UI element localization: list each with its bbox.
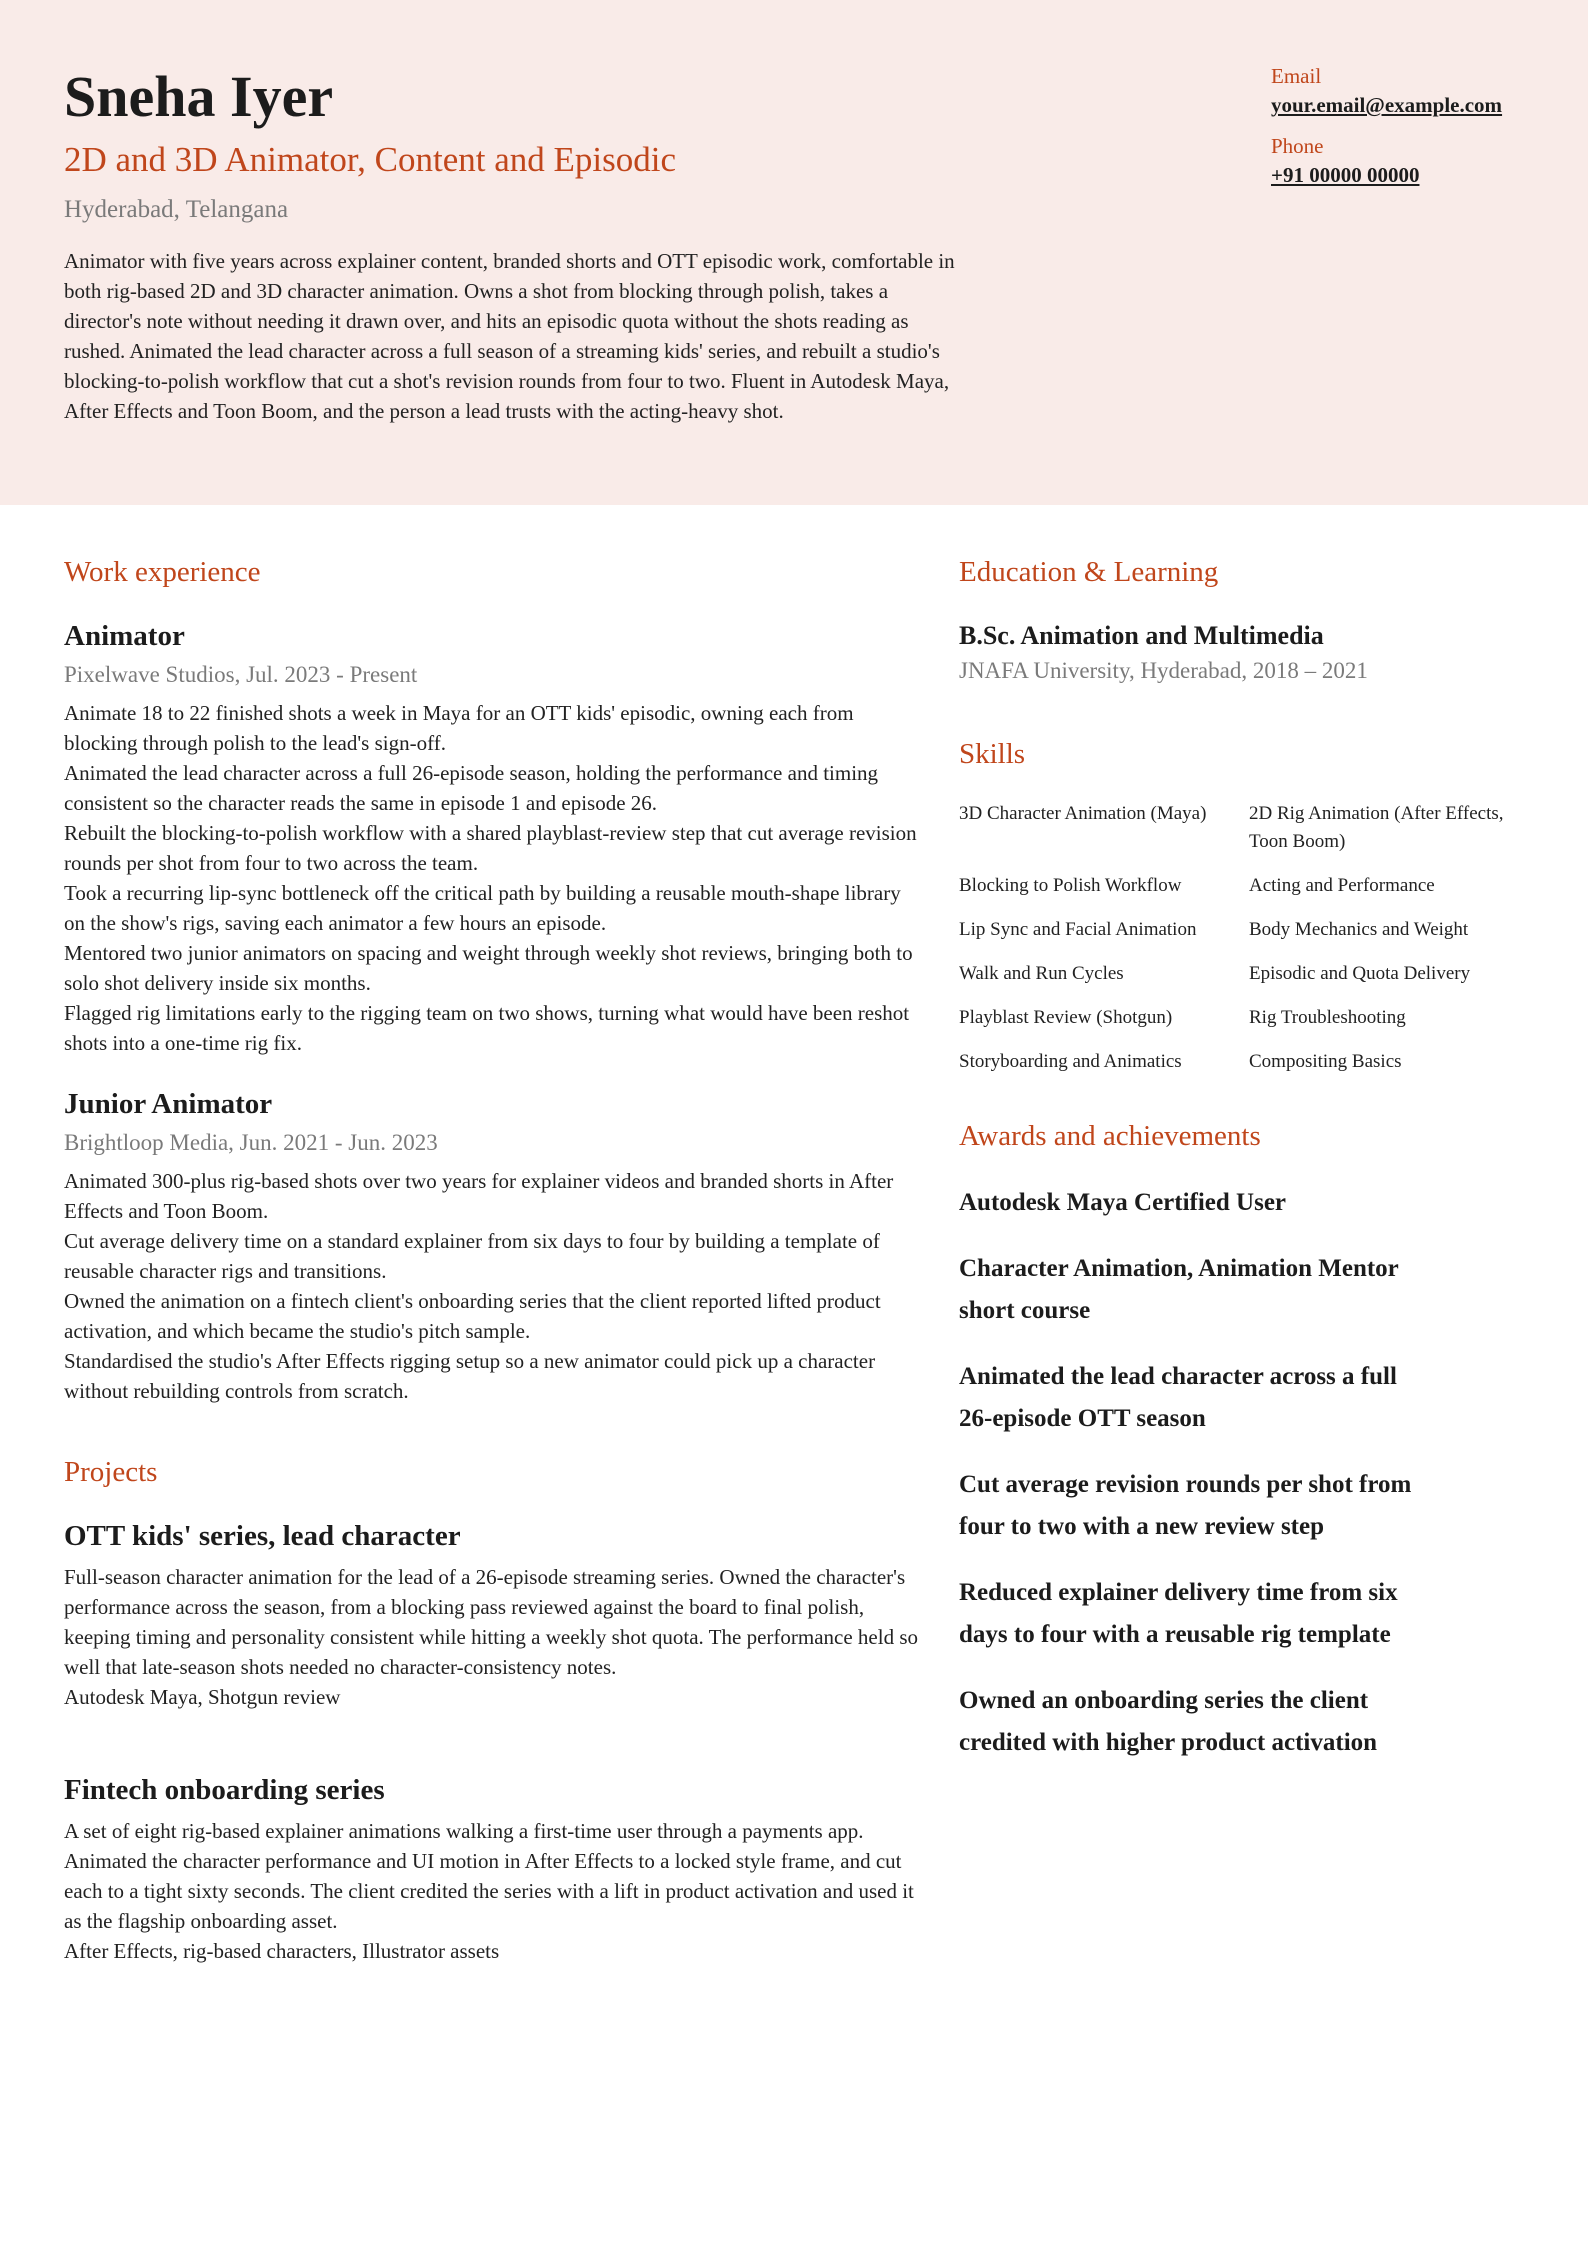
job-bullet: Animate 18 to 22 finished shots a week in Maya for an OTT kids' episodic, owning each from blocking through polish to the lead's sign-off.	[64, 701, 854, 755]
projects-section-title: Projects	[64, 1456, 158, 1488]
job-bullet: Owned the animation on a fintech client's onboarding series that the client reported lifted product activation, and which became the studio's pitch sample.	[64, 1289, 881, 1343]
award-item: Cut average revision rounds per shot from four to two with a new review step	[959, 1471, 1412, 1540]
email-label: Email	[1271, 64, 1322, 88]
skill-item: Lip Sync and Facial Animation	[959, 919, 1197, 940]
skills-section-title: Skills	[959, 738, 1026, 770]
job-meta: Brightloop Media, Jun. 2021 - Jun. 2023	[64, 1130, 438, 1155]
project-tools: Autodesk Maya, Shotgun review	[64, 1685, 341, 1709]
award-item: Reduced explainer delivery time from six days to four with a reusable rig template	[959, 1579, 1398, 1648]
skill-item: Episodic and Quota Delivery	[1249, 963, 1471, 984]
project-description: Full-season character animation for the lead of a 26-episode streaming series. Owned the character's performance across the season, from a blocking pass reviewed against the board to final polish, keeping timing and personality consistent while hitting a weekly shot quota. The performance held so well that late-season shots needed no character-consistency notes.	[64, 1565, 918, 1679]
skill-item: 2D Rig Animation (After Effects, Toon Boom)	[1249, 803, 1504, 852]
skill-item: Blocking to Polish Workflow	[959, 875, 1182, 896]
candidate-name: Sneha Iyer	[64, 64, 334, 129]
work-section-title: Work experience	[64, 556, 261, 588]
award-item: Character Animation, Animation Mentor short course	[959, 1255, 1399, 1324]
job-entry	[64, 1086, 924, 1406]
project-entry	[64, 1518, 924, 1712]
project-title: OTT kids' series, lead character	[64, 1520, 461, 1552]
job-bullet: Mentored two junior animators on spacing and weight through weekly shot reviews, bringing both to solo shot delivery inside six months.	[64, 941, 913, 995]
project-entry	[64, 1772, 924, 1966]
skill-item: Acting and Performance	[1249, 875, 1435, 896]
job-bullet: Standardised the studio's After Effects rigging setup so a new animator could pick up a character without rebuilding controls from scratch.	[64, 1349, 876, 1403]
project-tools: After Effects, rig-based characters, Illustrator assets	[64, 1939, 500, 1963]
job-entry	[64, 618, 924, 1058]
skill-item: Rig Troubleshooting	[1249, 1007, 1406, 1028]
education-meta: JNAFA University, Hyderabad, 2018 – 2021	[959, 658, 1368, 683]
job-bullet: Flagged rig limitations early to the rigging team on two shows, turning what would have been reshot shots into a one-time rig fix.	[64, 1001, 910, 1055]
job-bullet: Cut average delivery time on a standard explainer from six days to four by building a template of reusable character rigs and transitions.	[64, 1229, 880, 1283]
job-meta: Pixelwave Studios, Jul. 2023 - Present	[64, 662, 418, 687]
award-item: Autodesk Maya Certified User	[959, 1189, 1287, 1216]
skill-item: Playblast Review (Shotgun)	[959, 1007, 1173, 1028]
skill-item: Walk and Run Cycles	[959, 963, 1124, 984]
education-entry	[959, 618, 1519, 686]
job-title: Junior Animator	[64, 1088, 273, 1120]
education-section-title: Education & Learning	[959, 556, 1219, 588]
headline: 2D and 3D Animator, Content and Episodic	[64, 140, 676, 179]
phone-label: Phone	[1271, 134, 1324, 158]
job-title: Animator	[64, 620, 185, 652]
skill-item: Storyboarding and Animatics	[959, 1051, 1182, 1072]
skill-item: Body Mechanics and Weight	[1249, 919, 1469, 940]
location: Hyderabad, Telangana	[64, 196, 289, 223]
project-title: Fintech onboarding series	[64, 1774, 385, 1806]
award-item: Owned an onboarding series the client credited with higher product activation	[959, 1687, 1378, 1756]
job-bullet: Animated the lead character across a full 26-episode season, holding the performance and timing consistent so the character reads the same in episode 1 and episode 26.	[64, 761, 879, 815]
summary: Animator with five years across explainer content, branded shorts and OTT episodic work, comfortable in both rig-based 2D and 3D character animation. Owns a shot from blocking through polish, takes a director's note without needing it drawn over, and hits an episodic quota without the shots reading as rushed. Animated the lead character across a full season of a streaming kids' series, and rebuilt a studio's blocking-to-polish workflow that cut a shot's revision rounds from four to two. Fluent in Autodesk Maya, After Effects and Toon Boom, and the person a lead trusts with the acting-heavy shot.	[64, 249, 955, 423]
job-bullet: Animated 300-plus rig-based shots over two years for explainer videos and branded shorts in After Effects and Toon Boom.	[64, 1169, 894, 1223]
awards-list	[959, 1182, 1429, 1788]
degree: B.Sc. Animation and Multimedia	[959, 621, 1324, 650]
job-bullet: Rebuilt the blocking-to-polish workflow with a shared playblast-review step that cut average revision rounds per shot from four to two across the team.	[64, 821, 917, 875]
skills-grid	[959, 800, 1519, 1092]
skill-item: Compositing Basics	[1249, 1051, 1402, 1072]
email-link[interactable]: your.email@example.com	[1271, 93, 1503, 117]
project-description: A set of eight rig-based explainer animations walking a first-time user through a payments app. Animated the character performance and UI motion in After Effects to a locked style frame, and cut each to a tight sixty seconds. The client credited the series with a lift in product activation and used it as the flagship onboarding asset.	[64, 1819, 914, 1933]
awards-section-title: Awards and achievements	[959, 1120, 1261, 1152]
job-bullet: Took a recurring lip-sync bottleneck off the critical path by building a reusable mouth-shape library on the show's rigs, saving each animator a few hours an episode.	[64, 881, 901, 935]
skill-item: 3D Character Animation (Maya)	[959, 803, 1207, 824]
contact-block	[1271, 62, 1502, 190]
phone-link[interactable]: +91 00000 00000	[1271, 163, 1420, 187]
award-item: Animated the lead character across a full 26-episode OTT season	[959, 1363, 1397, 1432]
